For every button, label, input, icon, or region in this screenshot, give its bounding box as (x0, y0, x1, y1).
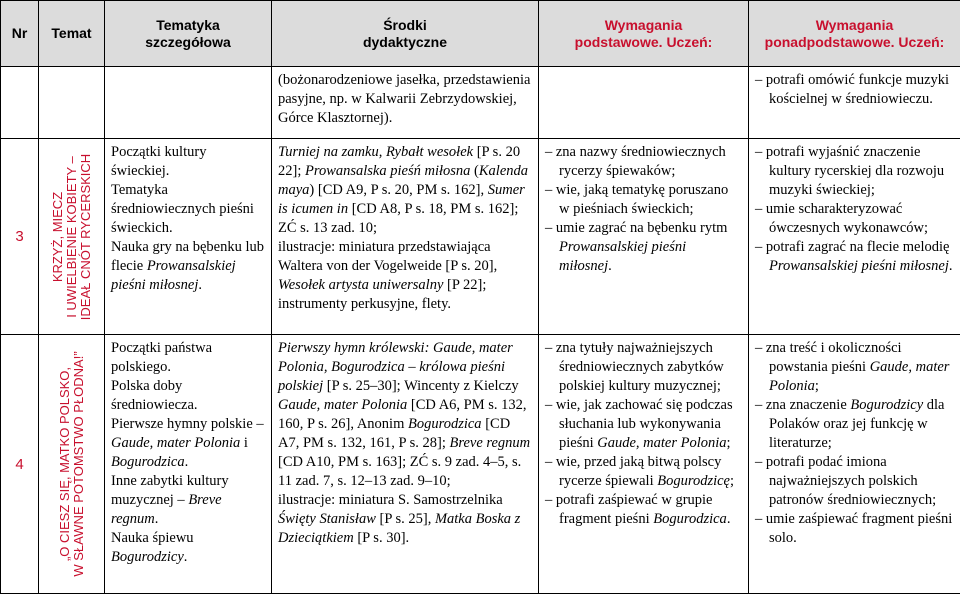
list-item: – potrafi zagrać na flecie melodię Prowansalskiej pieśni miłosnej. (755, 239, 953, 274)
row4-ponadpodstawowe (749, 335, 960, 551)
row4-podstawowe (539, 335, 748, 532)
list-item: – zna znaczenie Bogurodzicy dla Polaków oraz jej funkcję w literaturze; (755, 397, 945, 451)
list-item: – umie zagrać na bębenku rytm Prowansalskiej pieśni miłosnej. (545, 220, 728, 274)
row4-tematyka: Początki państwa polskiego. Polska doby średniowiecza. Pierwsze hymny polskie – Gaude, mater Polonia i Bogurodzica. Inne zabytki kultury muzycznej – Breve regnum. Nauka śpiewu Bogurodzicy. (111, 340, 264, 565)
header-wymagania-ponadpodstawowe: Wymagania ponadpodstawowe. Uczeń: (749, 1, 960, 67)
header-row (1, 1, 960, 67)
cont-podstawowe (539, 67, 749, 139)
header-tematyka: Tematyka szczegółowa (105, 1, 272, 67)
row3-ponadpodstawowe (749, 139, 960, 279)
row3-temat: KRZYŻ, MIECZ I UWIELBIENIE KOBIETY – IDEAŁ CNÓT RYCERSKICH (39, 139, 105, 335)
list-item: – zna tytuły najważniejszych średniowiecznych zabytków polskiej kultury muzycznej; (545, 340, 724, 394)
list-item: – potrafi podać imiona najważniejszych polskich patronów średniowiecznych; (755, 454, 937, 508)
header-nr: Nr (1, 1, 39, 67)
list-item: – umie scharakteryzować ówczesnych wykonawców; (755, 201, 929, 236)
continuation-row (1, 67, 960, 139)
header-temat: Temat (39, 1, 105, 67)
cont-temat (39, 67, 105, 139)
row-4 (1, 335, 960, 594)
list-item: – zna treść i okoliczności powstania pieśni Gaude, mater Polonia; (755, 340, 950, 394)
cont-tematyka (105, 67, 272, 139)
list-item: – wie, przed jaką bitwą polscy rycerze śpiewali Bogurodzicę; (545, 454, 735, 489)
list-item: – wie, jak zachować się podczas słuchania lub wykonywania pieśni Gaude, mater Polonia; (545, 397, 733, 451)
list-item: – zna nazwy średniowiecznych rycerzy śpiewaków; (545, 144, 726, 179)
cont-nr (1, 67, 39, 139)
row-3 (1, 139, 960, 335)
row3-tematyka: Początki kultury świeckiej. Tematyka średniowiecznych pieśni świeckich. Nauka gry na bębenku lub flecie Prowansalskiej pieśni miłosnej. (111, 144, 265, 293)
row4-srodki: Pierwszy hymn królewski: Gaude, mater Polonia, Bogurodzica – królowa pieśni polskiej [P s. 25–30]; Wincenty z Kielczy Gaude, mater Polonia [CD A6, PM s. 132, 160, P s. 26], Anonim Bogurodzica [CD A7, PM s. 132, 161, P s. 28]; Breve regnum [CD A10, PM s. 163]; ZĆ s. 9 zad. 4–5, s. 11 zad. 7, s. 12–13 zad. 9–10; ilustracje: miniatura S. Samostrzelnika Święty Stanisław [P s. 25], Matka Boska z Dzieciątkiem [P s. 30]. (278, 340, 531, 546)
list-item: – wie, jaką tematykę poruszano w pieśniach świeckich; (545, 182, 729, 217)
header-srodki: Środki dydaktyczne (272, 1, 539, 67)
row4-nr: 4 (1, 335, 39, 594)
list-item: – potrafi zaśpiewać w grupie fragment pieśni Bogurodzica. (545, 492, 731, 527)
header-wymagania-podstawowe: Wymagania podstawowe. Uczeń: (539, 1, 749, 67)
cont-ponad-item: – potrafi omówić funkcje muzyki kościelnej w średniowieczu. (755, 72, 950, 107)
row3-podstawowe (539, 139, 748, 279)
row3-srodki: Turniej na zamku, Rybałt wesołek [P s. 20 22]; Prowansalska pieśń miłosna (Kalenda maya) [CD A9, P s. 20, PM s. 162], Sumer is icumen in [CD A8, P s. 18, PM s. 162]; ZĆ s. 13 zad. 10; ilustracje: miniatura przedstawiająca Waltera von der Vogelweide [P s. 20], Wesołek artysta uniwersalny [P 22]; instrumenty perkusyjne, flety. (278, 144, 529, 312)
cont-srodki: (bożonarodzeniowe jasełka, przedstawienia pasyjne, np. w Kalwarii Zebrzydowskiej, Górce Klasztornej). (278, 72, 531, 126)
list-item: – potrafi wyjaśnić znaczenie kultury rycerskiej dla rozwoju muzyki świeckiej; (755, 144, 945, 198)
row3-nr: 3 (1, 139, 39, 335)
list-item: – umie zaśpiewać fragment pieśni solo. (755, 511, 953, 546)
row4-temat: „O CIESZ SIĘ, MATKO POLSKO, W SŁAWNE POTOMSTWO PŁODNA!” (39, 335, 105, 594)
